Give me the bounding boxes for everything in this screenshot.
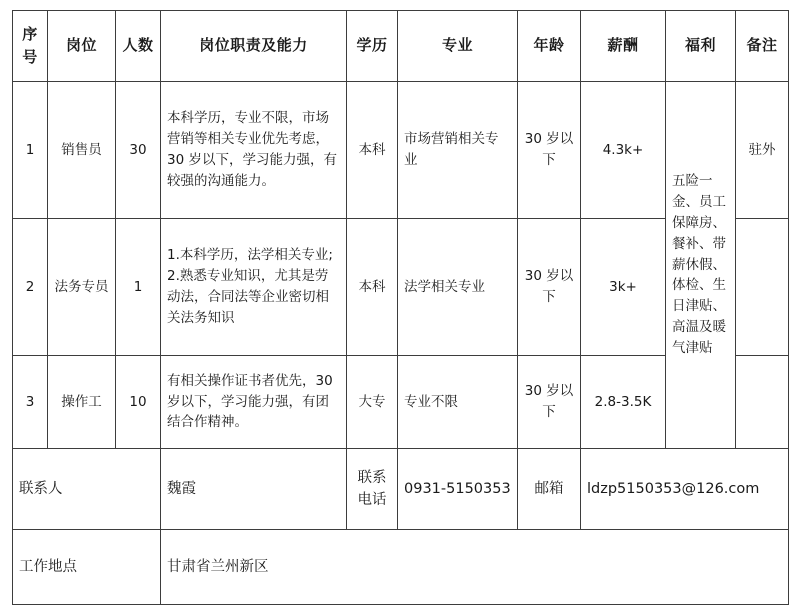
cell-no-3: 3	[13, 356, 48, 449]
location-row	[13, 530, 789, 605]
column-header-count: 人数	[116, 11, 161, 82]
column-header-welfare: 福利	[666, 11, 736, 82]
column-header-salary: 薪酬	[581, 11, 666, 82]
cell-no-1: 1	[13, 82, 48, 219]
cell-post-2: 法务专员	[48, 219, 116, 356]
cell-age-1: 30 岁以下	[518, 82, 581, 219]
cell-edu-1: 本科	[347, 82, 398, 219]
cell-remark-1: 驻外	[736, 82, 789, 219]
cell-no-2: 2	[13, 219, 48, 356]
column-header-major: 专业	[398, 11, 518, 82]
cell-duty-1: 本科学历，专业不限，市场营销等相关专业优先考虑，30 岁以下，学习能力强，有较强的沟通能力。	[161, 82, 347, 219]
cell-salary-3: 2.8-3.5K	[581, 356, 666, 449]
cell-edu-3: 大专	[347, 356, 398, 449]
cell-remark-3	[736, 356, 789, 449]
cell-post-1: 销售员	[48, 82, 116, 219]
phone-label: 联系电话	[347, 449, 398, 530]
table-header-row	[13, 11, 789, 82]
cell-post-3: 操作工	[48, 356, 116, 449]
cell-major-2: 法学相关专业	[398, 219, 518, 356]
cell-duty-3: 有相关操作证书者优先，30 岁以下，学习能力强，有团结合作精神。	[161, 356, 347, 449]
cell-count-2: 1	[116, 219, 161, 356]
email-value: ldzp5150353@126.com	[581, 449, 789, 530]
cell-salary-1: 4.3k+	[581, 82, 666, 219]
location-value: 甘肃省兰州新区	[161, 530, 789, 605]
location-label: 工作地点	[13, 530, 161, 605]
column-header-no: 序号	[13, 11, 48, 82]
cell-duty-2: 1.本科学历，法学相关专业; 2.熟悉专业知识，尤其是劳动法，合同法等企业密切相关法务知识	[161, 219, 347, 356]
contact-row	[13, 449, 789, 530]
cell-salary-2: 3k+	[581, 219, 666, 356]
contact-label: 联系人	[13, 449, 161, 530]
cell-major-3: 专业不限	[398, 356, 518, 449]
cell-welfare-merged: 五险一金、员工保障房、餐补、带薪休假、体检、生日津贴、高温及暖气津贴	[666, 82, 736, 449]
table-row	[13, 82, 789, 219]
phone-value: 0931-5150353	[398, 449, 518, 530]
column-header-edu: 学历	[347, 11, 398, 82]
cell-age-2: 30 岁以下	[518, 219, 581, 356]
column-header-post: 岗位	[48, 11, 116, 82]
contact-name: 魏霞	[161, 449, 347, 530]
recruitment-table	[12, 10, 789, 605]
cell-count-3: 10	[116, 356, 161, 449]
cell-count-1: 30	[116, 82, 161, 219]
column-header-age: 年龄	[518, 11, 581, 82]
column-header-duty: 岗位职责及能力	[161, 11, 347, 82]
cell-edu-2: 本科	[347, 219, 398, 356]
cell-major-1: 市场营销相关专业	[398, 82, 518, 219]
cell-age-3: 30 岁以下	[518, 356, 581, 449]
column-header-remark: 备注	[736, 11, 789, 82]
cell-remark-2	[736, 219, 789, 356]
email-label: 邮箱	[518, 449, 581, 530]
